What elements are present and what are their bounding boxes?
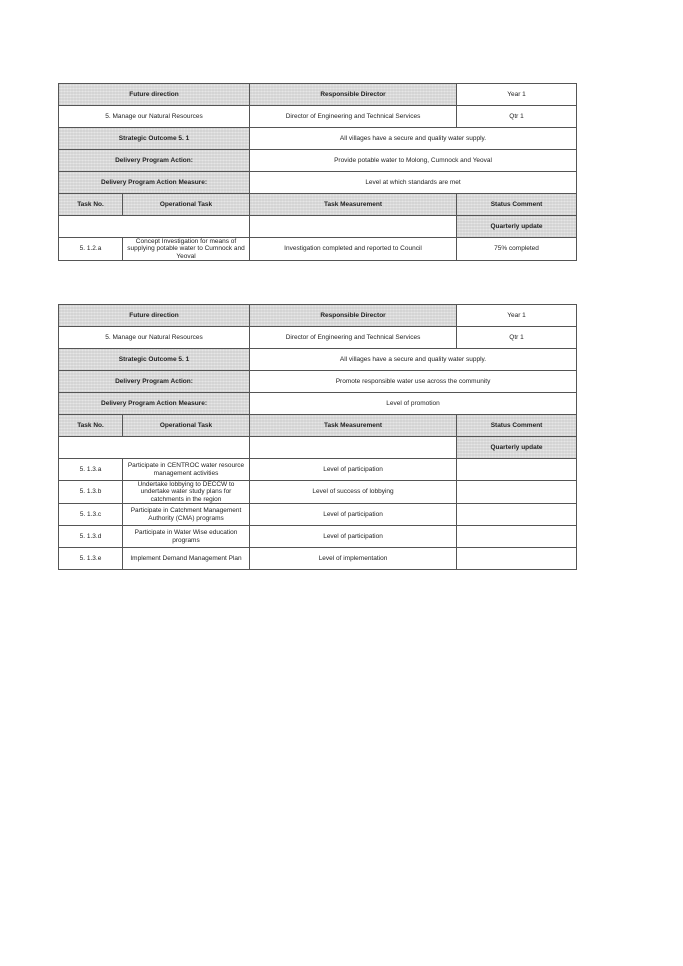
status-comment (457, 526, 577, 548)
delivery-program-action-label: Delivery Program Action: (59, 371, 250, 393)
year-value: Year 1 (457, 84, 577, 106)
status-comment (457, 459, 577, 481)
program-table-2 (58, 304, 577, 570)
table-row (59, 526, 577, 548)
status-comment: 75% completed (457, 238, 577, 261)
delivery-program-action-value: Promote responsible water use across the community (250, 371, 577, 393)
status-comment (457, 548, 577, 570)
col-header-task-measurement: Task Measurement (250, 415, 457, 437)
responsible-director-label: Responsible Director (250, 305, 457, 327)
responsible-director-value: Director of Engineering and Technical Services (250, 106, 457, 128)
task-measurement: Level of implementation (250, 548, 457, 570)
delivery-program-action-value: Provide potable water to Molong, Cumnock and Yeoval (250, 150, 577, 172)
col-header-status-comment: Status Comment (457, 415, 577, 437)
col-header-status-comment: Status Comment (457, 194, 577, 216)
task-no: 5. 1.3.c (59, 504, 123, 526)
table-row (59, 481, 577, 504)
task-measurement: Investigation completed and reported to Council (250, 238, 457, 261)
future-direction-label: Future direction (59, 84, 250, 106)
quarter-value: Qtr 1 (457, 327, 577, 349)
col-header-task-no: Task No. (59, 194, 123, 216)
task-measurement: Level of success of lobbying (250, 481, 457, 504)
table-row (59, 548, 577, 570)
col-header-task-no: Task No. (59, 415, 123, 437)
delivery-program-action-measure-value: Level at which standards are met (250, 172, 577, 194)
delivery-program-action-label: Delivery Program Action: (59, 150, 250, 172)
delivery-program-action-measure-label: Delivery Program Action Measure: (59, 172, 250, 194)
program-table-1 (58, 83, 577, 261)
strategic-outcome-label: Strategic Outcome 5. 1 (59, 128, 250, 150)
status-comment (457, 481, 577, 504)
task-no: 5. 1.3.a (59, 459, 123, 481)
strategic-outcome-value: All villages have a secure and quality water supply. (250, 128, 577, 150)
operational-task: Participate in Water Wise education programs (123, 526, 250, 548)
operational-task: Participate in Catchment Management Authority (CMA) programs (123, 504, 250, 526)
task-measurement: Level of participation (250, 504, 457, 526)
status-comment (457, 504, 577, 526)
table-row (59, 459, 577, 481)
operational-task: Implement Demand Management Plan (123, 548, 250, 570)
operational-task: Concept Investigation for means of supplying potable water to Cumnock and Yeoval (123, 238, 250, 261)
responsible-director-value: Director of Engineering and Technical Services (250, 327, 457, 349)
table-row (59, 504, 577, 526)
year-value: Year 1 (457, 305, 577, 327)
col-header-operational-task: Operational Task (123, 415, 250, 437)
task-no: 5. 1.3.d (59, 526, 123, 548)
col-header-task-measurement: Task Measurement (250, 194, 457, 216)
col-header-operational-task: Operational Task (123, 194, 250, 216)
delivery-program-action-measure-value: Level of promotion (250, 393, 577, 415)
quarterly-update-label: Quarterly update (457, 216, 577, 238)
strategic-outcome-value: All villages have a secure and quality water supply. (250, 349, 577, 371)
quarterly-update-label: Quarterly update (457, 437, 577, 459)
future-direction-value: 5. Manage our Natural Resources (59, 106, 250, 128)
responsible-director-label: Responsible Director (250, 84, 457, 106)
task-no: 5. 1.2.a (59, 238, 123, 261)
task-no: 5. 1.3.e (59, 548, 123, 570)
strategic-outcome-label: Strategic Outcome 5. 1 (59, 349, 250, 371)
operational-task: Undertake lobbying to DECCW to undertake water study plans for catchments in the region (123, 481, 250, 504)
task-measurement: Level of participation (250, 459, 457, 481)
future-direction-value: 5. Manage our Natural Resources (59, 327, 250, 349)
task-no: 5. 1.3.b (59, 481, 123, 504)
task-measurement: Level of participation (250, 526, 457, 548)
operational-task: Participate in CENTROC water resource management activities (123, 459, 250, 481)
table-row (59, 238, 577, 261)
quarter-value: Qtr 1 (457, 106, 577, 128)
delivery-program-action-measure-label: Delivery Program Action Measure: (59, 393, 250, 415)
future-direction-label: Future direction (59, 305, 250, 327)
